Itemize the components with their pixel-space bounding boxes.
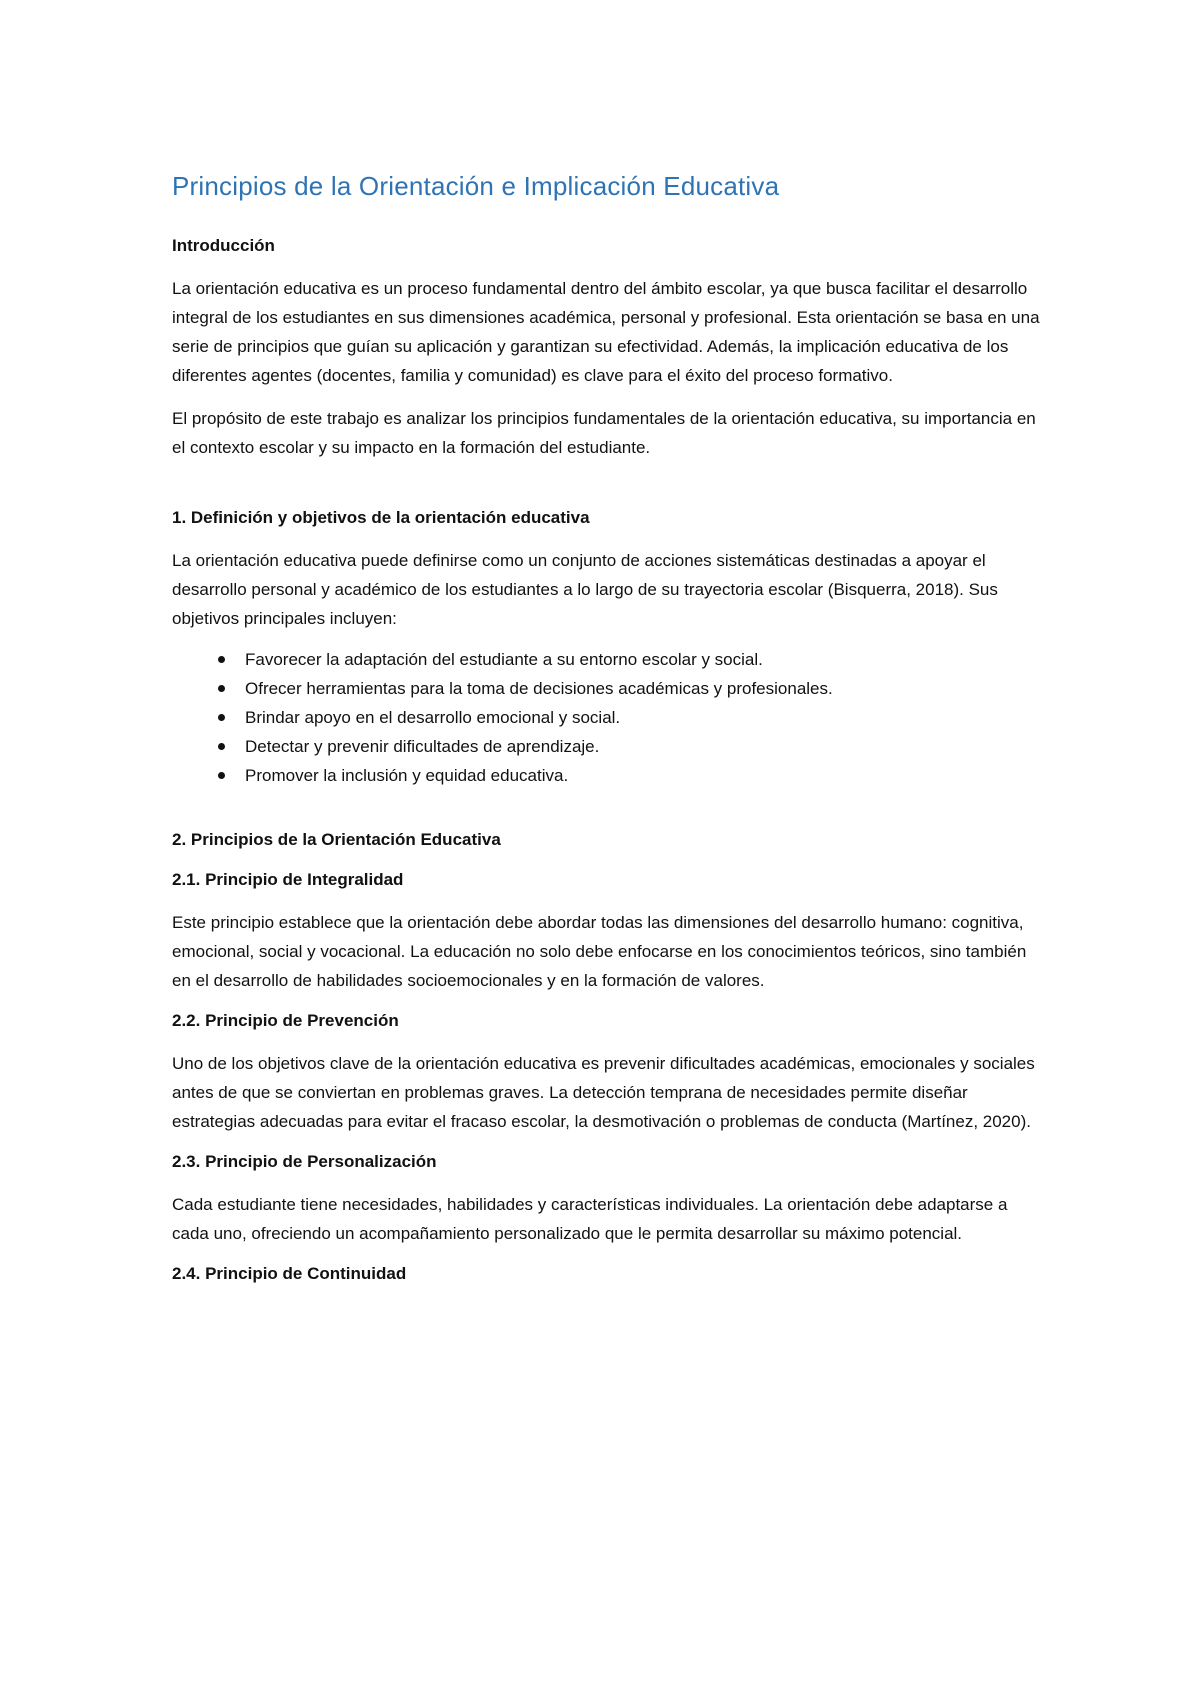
list-item (172, 674, 1042, 703)
bullet-icon (218, 772, 225, 779)
list-item (172, 761, 1042, 790)
subsection-2-1-heading: 2.1. Principio de Integralidad (172, 870, 404, 889)
list-item-text: Brindar apoyo en el desarrollo emocional y social. (245, 708, 621, 727)
subsection-2-3-paragraph: Cada estudiante tiene necesidades, habilidades y características individuales. La orientación debe adaptarse a cada uno, ofreciendo un acompañamiento personalizado que le permita desarrollar su máximo potencial. (172, 1195, 1008, 1243)
list-item (172, 703, 1042, 732)
list-item-text: Detectar y prevenir dificultades de aprendizaje. (245, 737, 600, 756)
list-item-text: Favorecer la adaptación del estudiante a su entorno escolar y social. (245, 650, 763, 669)
bullet-icon (218, 656, 225, 663)
section-2-heading: 2. Principios de la Orientación Educativa (172, 830, 501, 849)
section-1-paragraph: La orientación educativa puede definirse como un conjunto de acciones sistemáticas destinadas a apoyar el desarrollo personal y académico de los estudiantes a lo largo de su trayectoria escolar (Bisquerra, 2018). Sus objetivos principales incluyen: (172, 551, 998, 628)
intro-heading: Introducción (172, 236, 275, 255)
document-title: Principios de la Orientación e Implicación Educativa (172, 171, 780, 201)
objectives-list (172, 645, 1042, 790)
list-item-text: Ofrecer herramientas para la toma de decisiones académicas y profesionales. (245, 679, 833, 698)
section-1-heading: 1. Definición y objetivos de la orientación educativa (172, 508, 590, 527)
list-item (172, 645, 1042, 674)
bullet-icon (218, 685, 225, 692)
subsection-2-3-heading: 2.3. Principio de Personalización (172, 1152, 437, 1171)
list-item (172, 732, 1042, 761)
document-page (172, 168, 1042, 1302)
subsection-2-2-paragraph: Uno de los objetivos clave de la orientación educativa es prevenir dificultades académicas, emocionales y sociales antes de que se conviertan en problemas graves. La detección temprana de necesidades permite diseñar estrategias adecuadas para evitar el fracaso escolar, la desmotivación o problemas de conducta (Martínez, 2020). (172, 1054, 1035, 1131)
intro-paragraph-1: La orientación educativa es un proceso fundamental dentro del ámbito escolar, ya que busca facilitar el desarrollo integral de los estudiantes en sus dimensiones académica, personal y profesional. Esta orientación se basa en una serie de principios que guían su aplicación y garantizan su efectividad. Además, la implicación educativa de los diferentes agentes (docentes, familia y comunidad) es clave para el éxito del proceso formativo. (172, 279, 1040, 385)
list-item-text: Promover la inclusión y equidad educativa. (245, 766, 569, 785)
bullet-icon (218, 743, 225, 750)
intro-paragraph-2: El propósito de este trabajo es analizar los principios fundamentales de la orientación educativa, su importancia en el contexto escolar y su impacto en la formación del estudiante. (172, 409, 1036, 457)
subsection-2-4-heading: 2.4. Principio de Continuidad (172, 1264, 407, 1283)
subsection-2-2-heading: 2.2. Principio de Prevención (172, 1011, 399, 1030)
subsection-2-1-paragraph: Este principio establece que la orientación debe abordar todas las dimensiones del desarrollo humano: cognitiva, emocional, social y vocacional. La educación no solo debe enfocarse en los conocimientos teóricos, sino también en el desarrollo de habilidades socioemocionales y en la formación de valores. (172, 913, 1027, 990)
bullet-icon (218, 714, 225, 721)
